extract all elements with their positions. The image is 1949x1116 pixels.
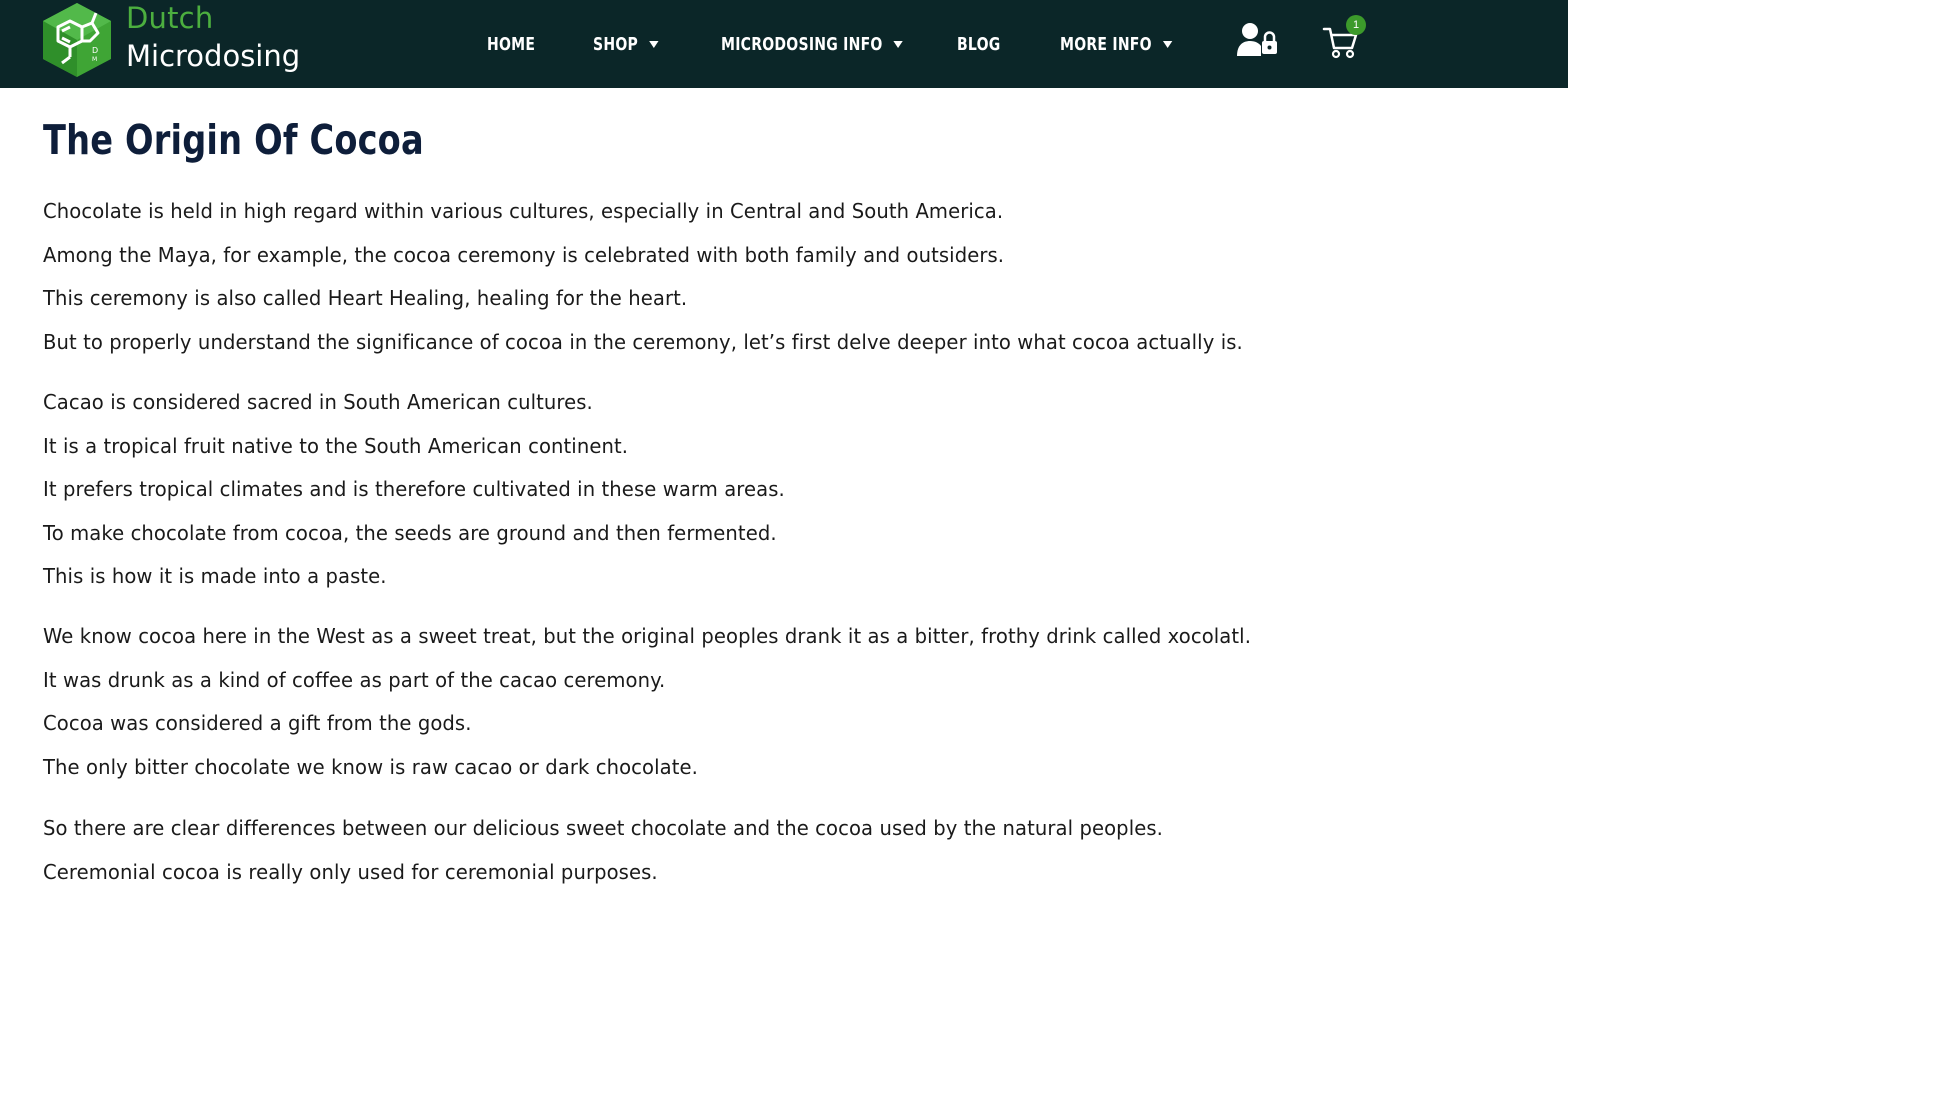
text-line: Ceremonial cocoa is really only used for ceremonial purposes.	[43, 859, 658, 884]
paragraph-1	[43, 198, 1299, 372]
site-logo[interactable]	[40, 0, 300, 80]
nav-microdosing-info-label: MICRODOSING INFO	[721, 33, 883, 55]
text-line: Cocoa was considered a gift from the gods.	[43, 711, 472, 735]
text-line: Cacao is considered sacred in South American cultures.	[43, 390, 593, 414]
text-line: It was drunk as a kind of coffee as part of the cacao ceremony.	[43, 667, 666, 692]
molecule-hexagon-logo-icon	[40, 1, 114, 79]
nav-more-info[interactable]	[1060, 30, 1172, 58]
site-header	[0, 0, 1568, 88]
text-line: It prefers tropical climates and is therefore cultivated in these warm areas.	[43, 477, 785, 501]
nav-home[interactable]	[487, 30, 535, 58]
nav-blog-label: BLOG	[957, 33, 1001, 55]
logo-line-1: Dutch	[126, 0, 214, 35]
text-line: This is how it is made into a paste.	[43, 564, 387, 588]
text-line: To make chocolate from cocoa, the seeds are ground and then fermented.	[43, 520, 777, 545]
paragraph-4	[43, 815, 1216, 902]
page-title: The Origin Of Cocoa	[43, 116, 424, 164]
text-line: We know cocoa here in the West as a sweet treat, but the original peoples drank it as a bitter, frothy drink called xocolatl.	[43, 624, 1252, 648]
nav-home-label: HOME	[487, 33, 536, 55]
text-line: It is a tropical fruit native to the South American continent.	[43, 433, 629, 458]
chevron-down-icon	[894, 41, 903, 48]
text-line: The only bitter chocolate we know is raw cacao or dark chocolate.	[43, 754, 698, 779]
nav-blog[interactable]	[957, 30, 1001, 58]
svg-text:D: D	[92, 46, 99, 55]
cart-button[interactable]	[1322, 14, 1370, 62]
text-line: So there are clear differences between our delicious sweet chocolate and the cocoa used by the natural peoples.	[43, 816, 1164, 840]
nav-shop-label: SHOP	[593, 33, 639, 55]
svg-text:M: M	[92, 56, 98, 63]
nav-more-info-label: MORE INFO	[1060, 33, 1152, 55]
text-line: Chocolate is held in high regard within various cultures, especially in Central and South America.	[43, 199, 1004, 223]
text-line: This ceremony is also called Heart Healing, healing for the heart.	[43, 286, 688, 310]
cart-count-badge: 1	[1346, 15, 1366, 35]
user-lock-icon[interactable]	[1236, 22, 1278, 58]
paragraph-2	[43, 389, 820, 607]
text-line: But to properly understand the significance of cocoa in the ceremony, let’s first delve deeper into what cocoa actually is.	[43, 329, 1243, 354]
chevron-down-icon	[1163, 41, 1172, 48]
logo-line-2: Microdosing	[126, 38, 301, 73]
logo-text	[126, 0, 301, 73]
nav-microdosing-info[interactable]	[721, 30, 903, 58]
paragraph-3	[43, 623, 1308, 797]
text-line: Among the Maya, for example, the cocoa ceremony is celebrated with both family and outsiders.	[43, 242, 1005, 267]
chevron-down-icon	[649, 41, 658, 48]
nav-shop[interactable]	[593, 30, 658, 58]
